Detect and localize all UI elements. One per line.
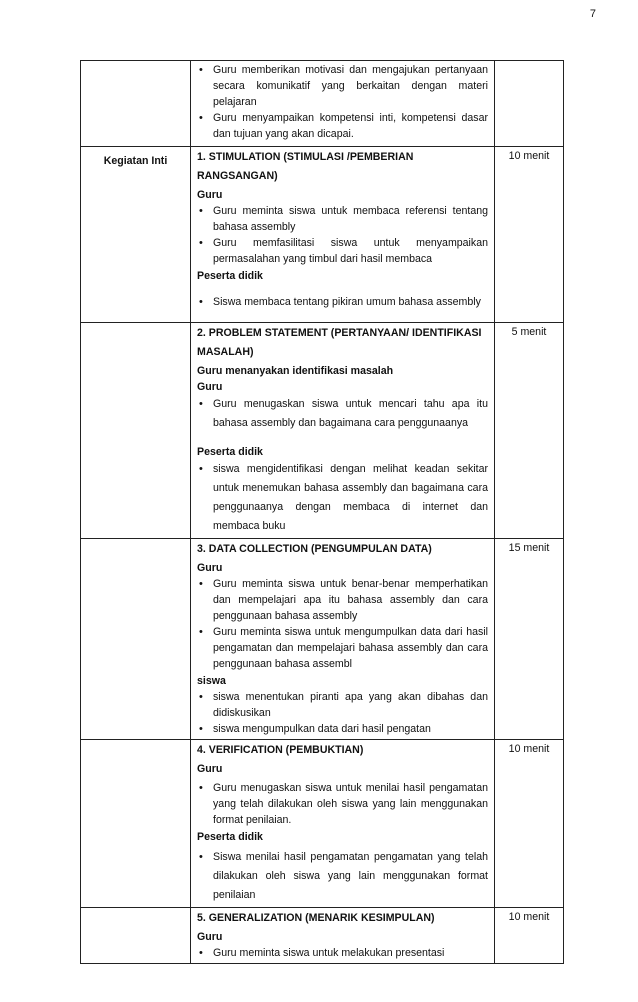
- list-item: • Guru meminta siswa untuk benar-benar memperhatikan dan mempelajari apa itu bahasa assembly dan cara penggunaan bahasa assembly: [197, 576, 488, 624]
- content-cell: [191, 323, 495, 539]
- list-item: • Guru meminta siswa untuk mengumpulkan data dari hasil pengamatan dan mempelajari bahasa assembly dan cara penggunaan bahasa assembl: [197, 624, 488, 672]
- bullet-list: [197, 780, 488, 828]
- guru-label: Guru: [197, 763, 223, 775]
- list-item: • Guru memfasilitasi siswa untuk menyampaikan permasalahan yang timbul dari hasil membaca: [197, 235, 488, 267]
- list-item: • siswa menentukan piranti apa yang akan dibahas dan didiskusikan: [197, 689, 488, 721]
- table-row: [81, 61, 564, 147]
- content-cell: [191, 740, 495, 908]
- time-cell: 10 menit: [495, 740, 564, 908]
- table-row: [81, 323, 564, 539]
- stage-cell: [81, 539, 191, 740]
- peserta-label: Peserta didik: [197, 270, 263, 282]
- list-item: • siswa mengumpulkan data dari hasil pengatan: [197, 721, 488, 737]
- bullet-list: [197, 848, 488, 905]
- table-row: [81, 740, 564, 908]
- time-cell: [495, 61, 564, 147]
- bullet-list: [197, 460, 488, 536]
- time-cell: 5 menit: [495, 323, 564, 539]
- section-title: 4. VERIFICATION (PEMBUKTIAN): [197, 744, 364, 756]
- bullet-list: [197, 395, 488, 433]
- bullet-list: [197, 62, 488, 142]
- content-cell: [191, 147, 495, 323]
- siswa-label: siswa: [197, 675, 226, 687]
- stage-label: Kegiatan Inti: [81, 147, 191, 323]
- peserta-label: Peserta didik: [197, 831, 263, 843]
- bullet-list: [197, 576, 488, 672]
- list-item: • Guru meminta siswa untuk melakukan presentasi: [197, 945, 488, 961]
- list-item: • Guru menugaskan siswa untuk mencari tahu apa itu bahasa assembly dan bagaimana cara penggunaanya: [197, 395, 488, 433]
- time-cell: 10 menit: [495, 908, 564, 964]
- stage-cell: [81, 61, 191, 147]
- list-item: • Guru meminta siswa untuk membaca referensi tentang bahasa assembly: [197, 203, 488, 235]
- bullet-list: [197, 294, 488, 310]
- section-title: 2. PROBLEM STATEMENT (PERTANYAAN/ IDENTIFIKASI MASALAH): [197, 327, 482, 358]
- table-row: [81, 147, 564, 323]
- bullet-list: [197, 689, 488, 737]
- content-cell: [191, 61, 495, 147]
- list-item: • Guru memberikan motivasi dan mengajukan pertanyaan secara komunikatif yang berkaitan dengan materi pelajaran: [197, 62, 488, 110]
- section-title: 1. STIMULATION (STIMULASI /PEMBERIAN RANGSANGAN): [197, 151, 414, 182]
- bullet-list: [197, 203, 488, 267]
- content-cell: [191, 908, 495, 964]
- stage-cell: [81, 740, 191, 908]
- guru-label: Guru: [197, 931, 223, 943]
- section-title: 5. GENERALIZATION (MENARIK KESIMPULAN): [197, 912, 435, 924]
- table-row: [81, 539, 564, 740]
- list-item: • Guru menyampaikan kompetensi inti, kompetensi dasar dan tujuan yang akan dicapai.: [197, 110, 488, 142]
- section-title: 3. DATA COLLECTION (PENGUMPULAN DATA): [197, 543, 432, 555]
- guru-label: Guru: [197, 381, 223, 393]
- intro-text: Guru menanyakan identifikasi masalah: [197, 365, 394, 377]
- time-cell: 10 menit: [495, 147, 564, 323]
- table-row: [81, 908, 564, 964]
- page-number: 7: [589, 8, 596, 20]
- bullet-list: [197, 945, 488, 961]
- guru-label: Guru: [197, 562, 223, 574]
- guru-label: Guru: [197, 189, 223, 201]
- list-item: • Siswa menilai hasil pengamatan pengamatan yang telah dilakukan oleh siswa yang lain menggunakan format penilaian: [197, 848, 488, 905]
- list-item: • Guru menugaskan siswa untuk menilai hasil pengamatan yang telah dilakukan oleh siswa yang lain menggunakan format penilaian.: [197, 780, 488, 828]
- time-cell: 15 menit: [495, 539, 564, 740]
- stage-cell: [81, 323, 191, 539]
- stage-cell: [81, 908, 191, 964]
- lesson-plan-table: [80, 60, 564, 964]
- content-cell: [191, 539, 495, 740]
- list-item: • Siswa membaca tentang pikiran umum bahasa assembly: [197, 294, 488, 310]
- peserta-label: Peserta didik: [197, 446, 263, 458]
- list-item: • siswa mengidentifikasi dengan melihat keadan sekitar untuk menemukan bahasa assembly dan bagaimana cara penggunaanya dengan membaca di internet dan membaca buku: [197, 460, 488, 536]
